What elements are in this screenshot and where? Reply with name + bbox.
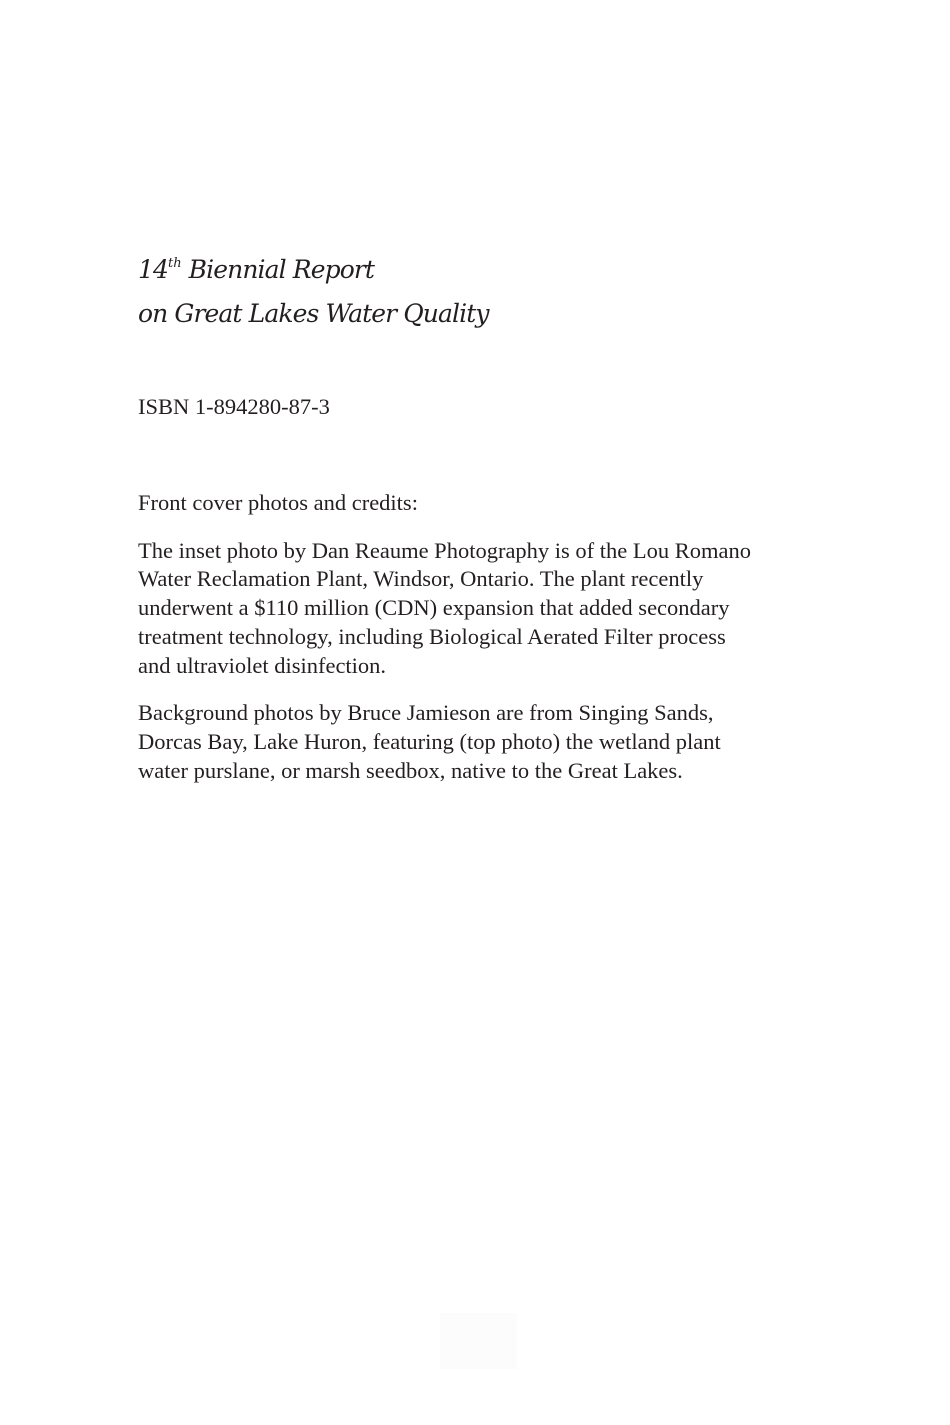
edition-number: 14 xyxy=(138,255,169,284)
credits-section xyxy=(138,489,858,804)
credits-heading: Front cover photos and credits: xyxy=(138,490,418,515)
inset-credit-line: and ultraviolet disinfection. xyxy=(138,652,387,678)
background-credit-line: Dorcas Bay, Lake Huron, featuring (top photo) the wetland plant xyxy=(138,728,721,754)
background-photo-credit xyxy=(138,699,858,785)
background-credit-line: water purslane, or marsh seedbox, native to the Great Lakes. xyxy=(138,757,683,783)
report-title xyxy=(138,250,489,333)
isbn-text: ISBN 1-894280-87-3 xyxy=(138,394,330,419)
inset-credit-line: treatment technology, including Biological Aerated Filter process xyxy=(138,623,726,649)
title-line-1-text: Biennial Report xyxy=(181,255,375,284)
report-title-line-2: on Great Lakes Water Quality xyxy=(138,299,489,328)
inset-credit-line: The inset photo by Dan Reaume Photography is of the Lou Romano xyxy=(138,537,752,563)
inset-photo-credit xyxy=(138,537,858,681)
inset-credit-line: Water Reclamation Plant, Windsor, Ontario. The plant recently xyxy=(138,566,704,592)
background-credit-line: Background photos by Bruce Jamieson are from Singing Sands, xyxy=(138,700,714,726)
inset-credit-line: underwent a $110 million (CDN) expansion that added secondary xyxy=(138,595,730,621)
page-footer-mark xyxy=(440,1313,517,1369)
report-title-line-1 xyxy=(138,250,489,294)
edition-suffix: th xyxy=(168,256,182,271)
